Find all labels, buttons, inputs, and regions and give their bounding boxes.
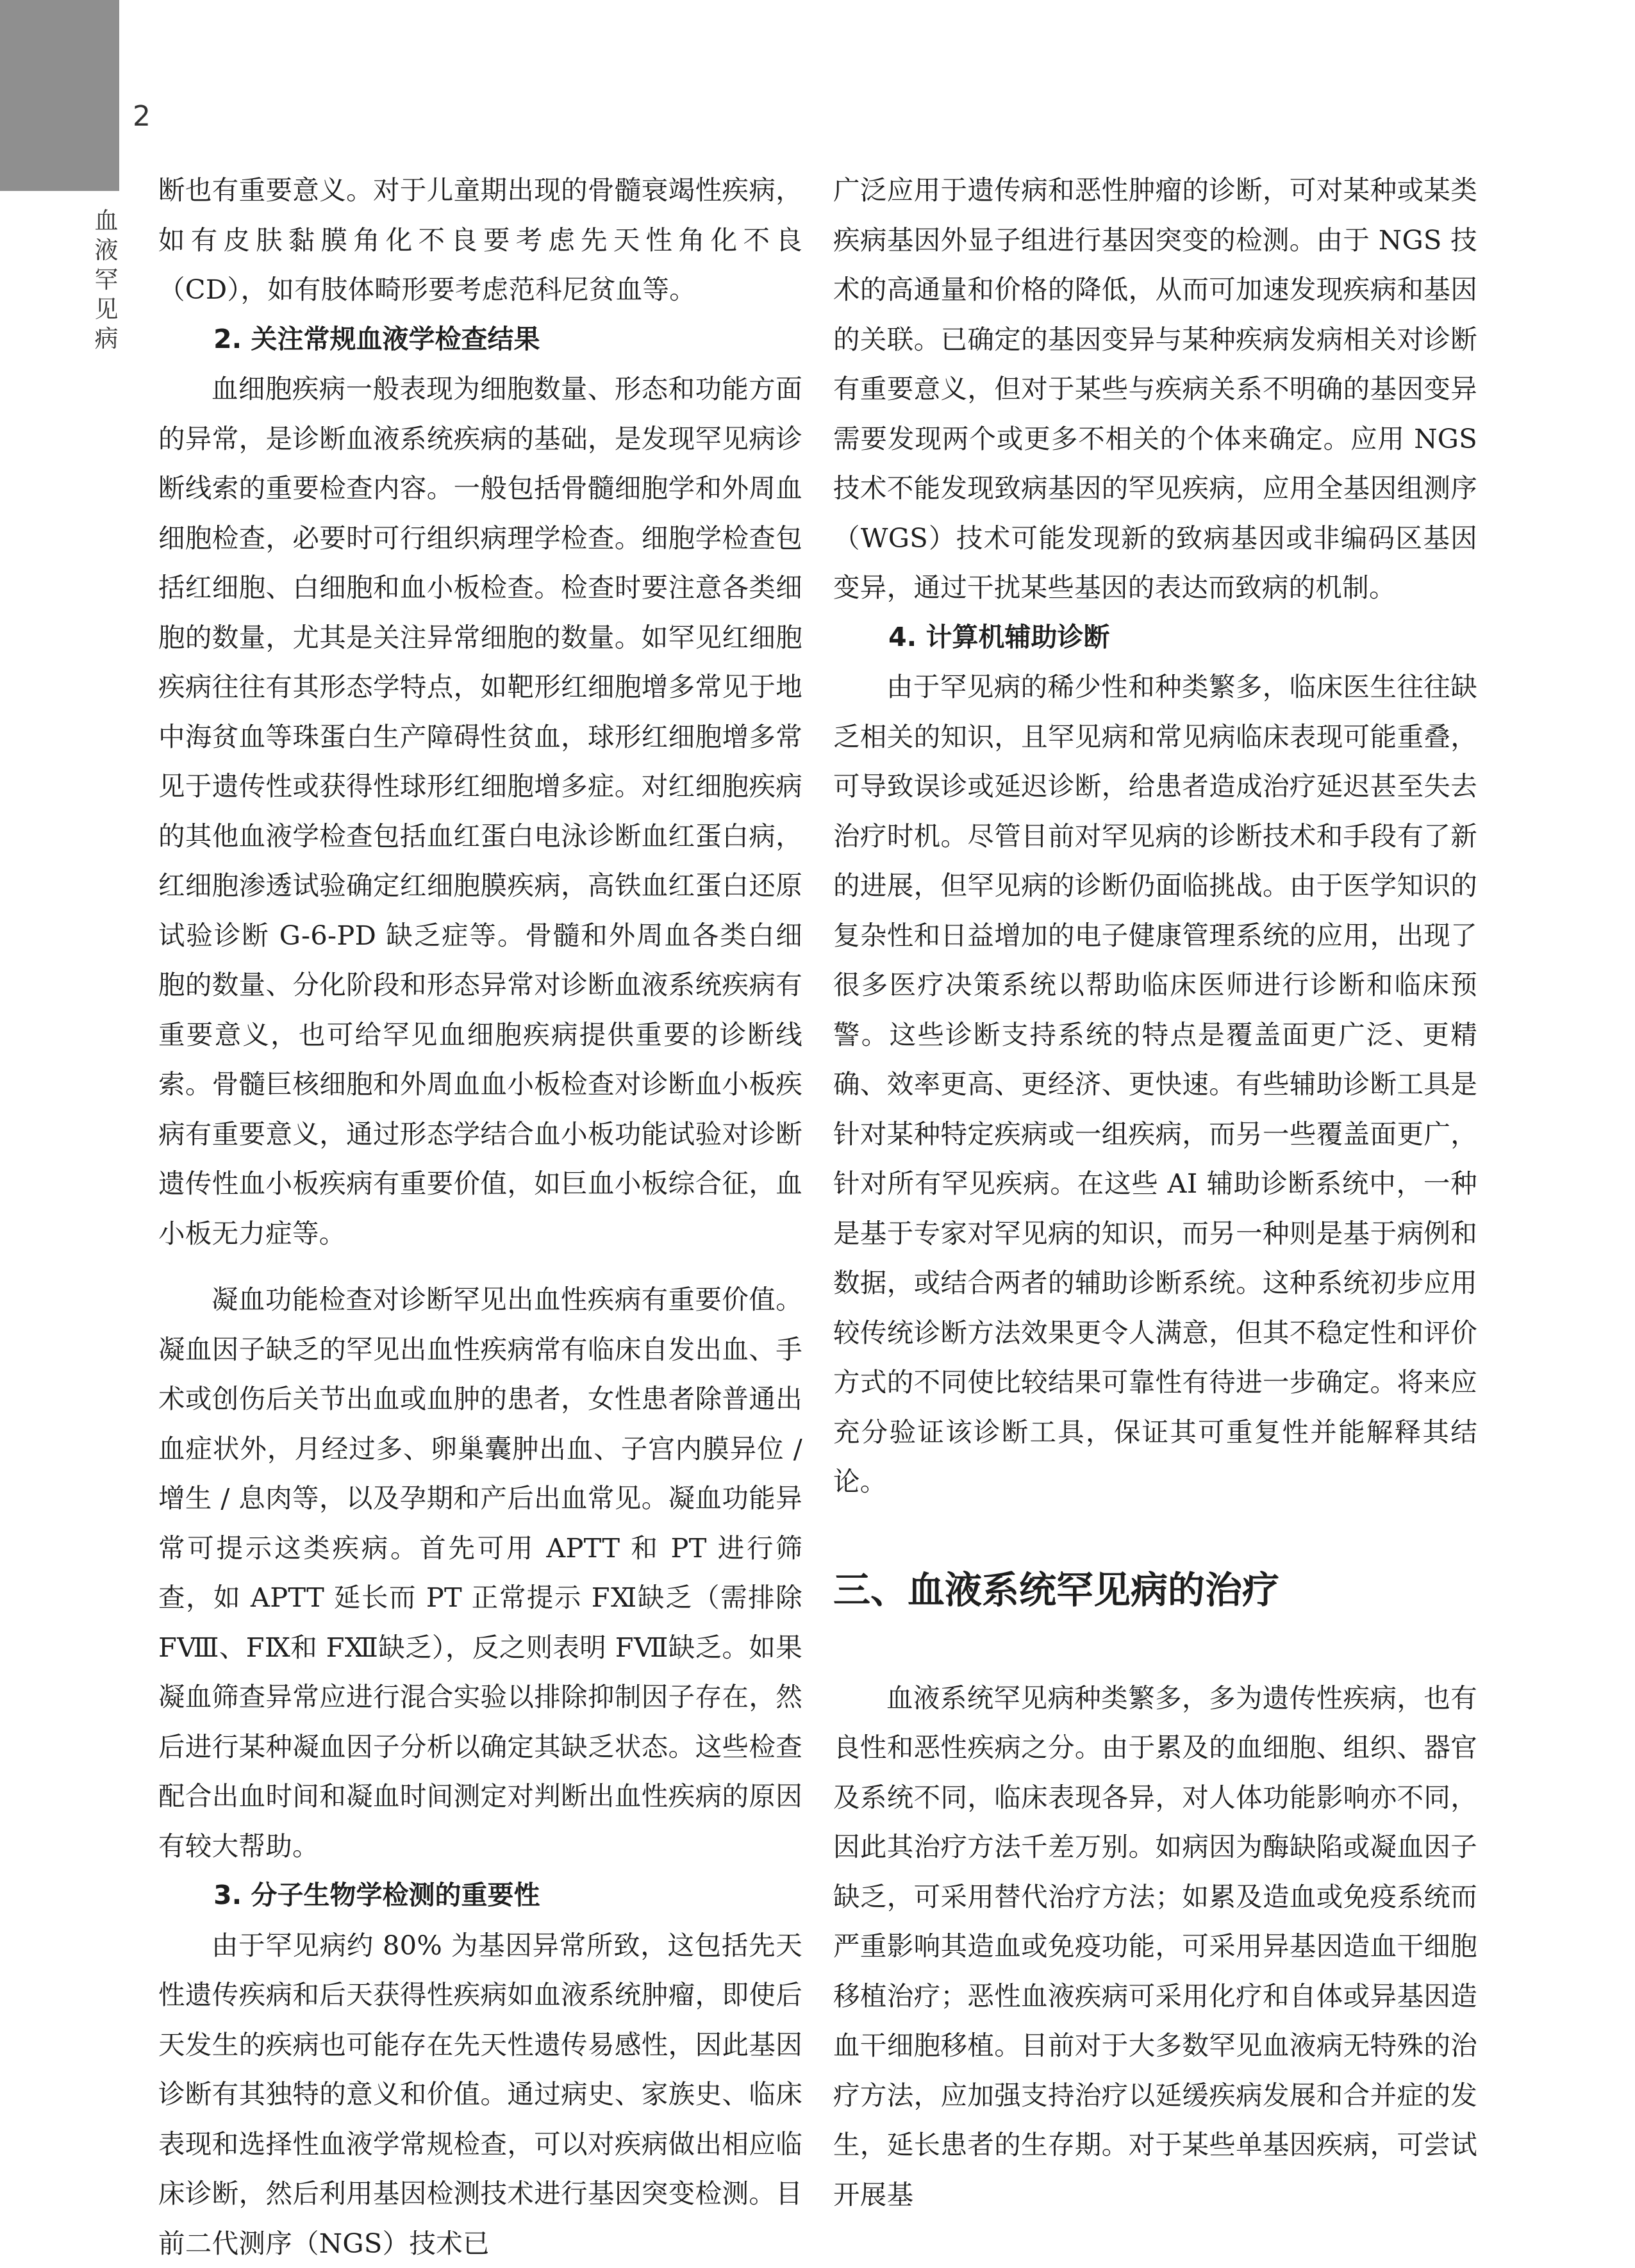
paragraph: 由于罕见病的稀少性和种类繁多，临床医生往往缺乏相关的知识，且罕见病和常见病临床表现可能重叠，可导致误诊或延迟诊断，给患者造成治疗延迟甚至失去治疗时机。尽管目前对罕见病的诊断技术和手段有了新的进展，但罕见病的诊断仍面临挑战。由于医学知识的复杂性和日益增加的电子健康管理系统的应用，出现了很多医疗决策系统以帮助临床医师进行诊断和临床预警。这些诊断支持系统的特点是覆盖面更广泛、更精确、效率更高、更经济、更快速。有些辅助诊断工具是针对某种特定疾病或一组疾病，而另一些覆盖面更广，针对所有罕见疾病。在这些 AI 辅助诊断系统中，一种是基于专家对罕见病的知识，而另一种则是基于病例和数据，或结合两者的辅助诊断系统。这种系统初步应用较传统诊断方法效果更令人满意，但其不稳定性和评价方式的不同使比较结果可靠性有待进一步确定。将来应充分验证该诊断工具，保证其可重复性并能解释其结论。 [833,662,1477,1507]
paragraph: 广泛应用于遗传病和恶性肿瘤的诊断，可对某种或某类疾病基因外显子组进行基因突变的检测。由于 NGS 技术的高通量和价格的降低，从而可加速发现疾病和基因的关联。已确定的基因变异与某种疾病发病相关对诊断有重要意义，但对于某些与疾病关系不明确的基因变异需要发现两个或更多不相关的个体来确定。应用 NGS 技术不能发现致病基因的罕见疾病，应用全基因组测序（WGS）技术可能发现新的致病基因或非编码区基因变异，通过干扰某些基因的表达而致病的机制。 [833,165,1477,613]
side-chapter-label [92,206,120,354]
side-label-char: 液 [92,236,120,265]
side-label-char: 血 [92,206,120,236]
paragraph: 血细胞疾病一般表现为细胞数量、形态和功能方面的异常，是诊断血液系统疾病的基础，是发现罕见病诊断线索的重要检查内容。一般包括骨髓细胞学和外周血细胞检查，必要时可行组织病理学检查。细胞学检查包括红细胞、白细胞和血小板检查。检查时要注意各类细胞的数量，尤其是关注异常细胞的数量。如罕见红细胞疾病往往有其形态学特点，如靶形红细胞增多常见于地中海贫血等珠蛋白生产障碍性贫血，球形红细胞增多常见于遗传性或获得性球形红细胞增多症。对红细胞疾病的其他血液学检查包括血红蛋白电泳诊断血红蛋白病，红细胞渗透试验确定红细胞膜疾病，高铁血红蛋白还原试验诊断 G-6-PD 缺乏症等。骨髓和外周血各类白细胞的数量、分化阶段和形态异常对诊断血液系统疾病有重要意义，也可给罕见血细胞疾病提供重要的诊断线索。骨髓巨核细胞和外周血血小板检查对诊断血小板疾病有重要意义，通过形态学结合血小板功能试验对诊断遗传性血小板疾病有重要价值，如巨血小板综合征，血小板无力症等。 [158,364,802,1258]
paragraph: 断也有重要意义。对于儿童期出现的骨髓衰竭性疾病，如有皮肤黏膜角化不良要考虑先天性角化不良（CD），如有肢体畸形要考虑范科尼贫血等。 [158,165,802,315]
paragraph: 由于罕见病约 80% 为基因异常所致，这包括先天性遗传疾病和后天获得性疾病如血液系统肿瘤，即使后天发生的疾病也可能存在先天性遗传易感性，因此基因诊断有其独特的意义和价值。通过病史、家族史、临床表现和选择性血液学常规检查，可以对疾病做出相应临床诊断，然后利用基因检测技术进行基因突变检测。目前二代测序（NGS）技术已 [158,1921,802,2268]
section-title: 三、血液系统罕见病的治疗 [833,1507,1477,1673]
left-text-column [158,165,802,2268]
side-label-char: 病 [92,324,120,354]
subheading-4: 4. 计算机辅助诊断 [833,613,1477,663]
subheading-3: 3. 分子生物学检测的重要性 [158,1871,802,1921]
side-label-char: 见 [92,295,120,324]
page-number: 2 [133,103,151,131]
paragraph-gap [158,1258,802,1275]
subheading-2: 2. 关注常规血液学检查结果 [158,315,802,365]
corner-tab-block [0,0,119,191]
paragraph: 血液系统罕见病种类繁多，多为遗传性疾病，也有良性和恶性疾病之分。由于累及的血细胞、组织、器官及系统不同，临床表现各异，对人体功能影响亦不同，因此其治疗方法千差万别。如病因为酶缺陷或凝血因子缺乏，可采用替代治疗方法；如累及造血或免疫系统而严重影响其造血或免疫功能，可采用异基因造血干细胞移植治疗；恶性血液疾病可采用化疗和自体或异基因造血干细胞移植。目前对于大多数罕见血液病无特殊的治疗方法，应加强支持治疗以延缓疾病发展和合并症的发生，延长患者的生存期。对于某些单基因疾病，可尝试开展基 [833,1673,1477,2220]
right-text-column [833,165,1477,2219]
paragraph: 凝血功能检查对诊断罕见出血性疾病有重要价值。凝血因子缺乏的罕见出血性疾病常有临床自发出血、手术或创伤后关节出血或血肿的患者，女性患者除普通出血症状外，月经过多、卵巢囊肿出血、子宫内膜异位 / 增生 / 息肉等，以及孕期和产后出血常见。凝血功能异常可提示这类疾病。首先可用 APTT 和 PT 进行筛查，如 APTT 延长而 PT 正常提示 FⅪ缺乏（需排除 FⅧ、FⅨ和 FⅫ缺乏），反之则表明 FⅦ缺乏。如果凝血筛查异常应进行混合实验以排除抑制因子存在，然后进行某种凝血因子分析以确定其缺乏状态。这些检查配合出血时间和凝血时间测定对判断出血性疾病的原因有较大帮助。 [158,1275,802,1871]
side-label-char: 罕 [92,265,120,295]
